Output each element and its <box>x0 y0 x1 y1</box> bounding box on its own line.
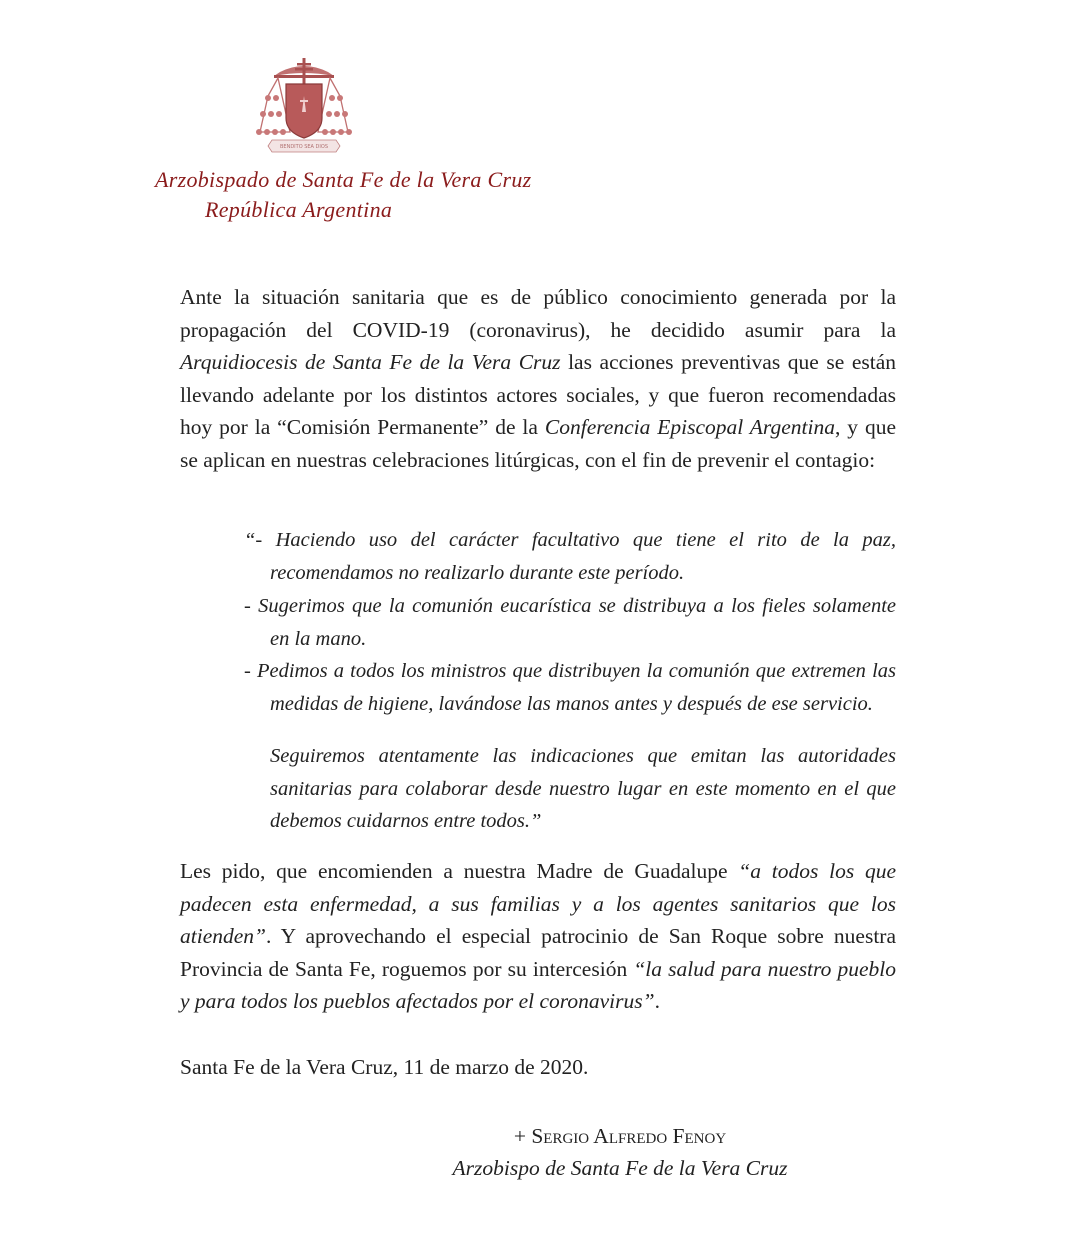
quote-item-hygiene: - Pedimos a todos los ministros que distribuyen la comunión que extremen las medidas de higiene, lavándose las manos antes y después de ese servicio. <box>244 660 896 715</box>
quote-item-communion-hand: - Sugerimos que la comunión eucarística se distribuya a los fieles solamente en la mano. <box>244 595 896 650</box>
signature-block <box>440 1120 800 1184</box>
quote-item-peace-rite: “- Haciendo uso del carácter facultativo que tiene el rito de la paz, recomendamos no realizarlo durante este período. <box>244 529 896 584</box>
paragraph-intro-a: Ante la situación sanitaria que es de público conocimiento generada por la propagación del COVID-19 (coronavirus), he decidido asumir para la <box>180 285 896 342</box>
paragraph-prayer-e: . <box>654 989 660 1014</box>
paragraph-intro-e: , y que se aplican en nuestras celebraciones litúrgicas, con el fin de prevenir el contagio: <box>180 415 897 472</box>
date-line: Santa Fe de la Vera Cruz, 11 de marzo de 2020. <box>180 1055 589 1079</box>
paragraph-prayer-a: Les pido, que encomienden a nuestra Madre de Guadalupe <box>180 859 739 883</box>
coat-of-arms-icon <box>250 52 358 158</box>
paragraph-prayer-quote-2: “la salud para nuestro pueblo y para todos los pueblos afectados por el coronavirus” <box>180 956 897 1014</box>
signer-title: Arzobispo de Santa Fe de la Vera Cruz <box>452 1156 788 1180</box>
paragraph-prayer-c: . Y aprovechando el especial patrocinio de San Roque sobre nuestra Provincia de Santa Fe, roguemos por su intercesión <box>180 924 896 981</box>
signer-name: + Sergio Alfredo Fenoy <box>513 1124 727 1148</box>
paragraph-intro-archdiocese: Arquidiocesis de Santa Fe de la Vera Cruz <box>180 350 561 375</box>
paragraph-intro-conference: Conferencia Episcopal Argentina <box>544 415 835 440</box>
paragraph-prayer <box>180 855 896 1018</box>
letterhead-line-1: Arzobispado de Santa Fe de la Vera Cruz <box>155 167 532 192</box>
paragraph-intro-c: las acciones preventivas que se están llevando adelante por los distintos actores sociales, y que fueron recomendadas hoy por la “Comisión Permanente” de la <box>180 350 896 440</box>
paragraph-intro <box>180 281 896 477</box>
letterhead <box>155 165 575 225</box>
seal-motto: BENDITO SEA DIOS <box>279 144 329 150</box>
quote-closing: Seguiremos atentamente las indicaciones que emitan las autoridades sanitarias para colaborar desde nuestro lugar en este momento en el que debemos cuidarnos entre todos.” <box>270 745 896 832</box>
letterhead-line-2: República Argentina <box>205 197 393 222</box>
paragraph-prayer-quote-1: “a todos los que padecen esta enfermedad, a sus familias y a los agentes sanitarios que los atienden” <box>180 859 897 949</box>
